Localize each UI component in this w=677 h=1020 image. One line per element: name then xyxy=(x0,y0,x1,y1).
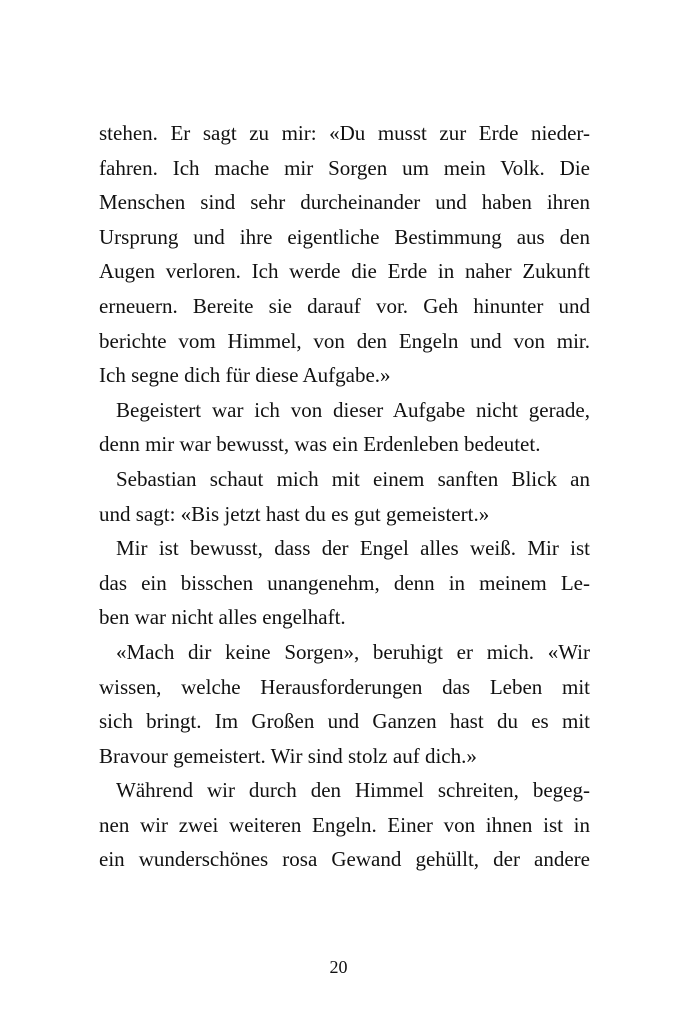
text-line: und sagt: «Bis jetzt hast du es gut gemeistert.» xyxy=(99,501,490,526)
text-line: Ich segne dich für diese Aufgabe.» xyxy=(99,363,391,388)
text-line: Während wir durch den Himmel schreiten, begeg- xyxy=(116,778,590,803)
book-page-body xyxy=(99,116,590,877)
text-line: Begeistert war ich von dieser Aufgabe nicht gerade, xyxy=(116,397,590,422)
text-line: nen wir zwei weiteren Engeln. Einer von ihnen ist in xyxy=(99,812,590,837)
text-line: «Mach dir keine Sorgen», beruhigt er mich. «Wir xyxy=(116,639,590,664)
text-line: ben war nicht alles engelhaft. xyxy=(99,605,346,630)
text-line: das ein bisschen unangenehm, denn in meinem Le- xyxy=(99,570,590,595)
text-line: stehen. Er sagt zu mir: «Du musst zur Erde nieder- xyxy=(99,121,590,145)
text-line: berichte vom Himmel, von den Engeln und von mir. xyxy=(99,328,590,353)
page-number: 20 xyxy=(329,957,348,977)
text-line: Augen verloren. Ich werde die Erde in naher Zukunft xyxy=(99,259,590,284)
text-line: Ursprung und ihre eigentliche Bestimmung aus den xyxy=(99,224,590,249)
text-line: Menschen sind sehr durcheinander und haben ihren xyxy=(99,190,590,215)
text-line: denn mir war bewusst, was ein Erdenleben bedeutet. xyxy=(99,432,541,457)
text-line: Bravour gemeistert. Wir sind stolz auf dich.» xyxy=(99,743,477,768)
text-line: fahren. Ich mache mir Sorgen um mein Volk. Die xyxy=(99,155,590,180)
text-line: ein wunderschönes rosa Gewand gehüllt, der andere xyxy=(99,847,590,872)
text-line: Sebastian schaut mich mit einem sanften Blick an xyxy=(116,466,590,491)
text-line: sich bringt. Im Großen und Ganzen hast du es mit xyxy=(99,709,590,734)
text-line: Mir ist bewusst, dass der Engel alles weiß. Mir ist xyxy=(116,536,590,561)
text-line: erneuern. Bereite sie darauf vor. Geh hinunter und xyxy=(99,293,590,318)
text-line: wissen, welche Herausforderungen das Leben mit xyxy=(99,674,590,699)
